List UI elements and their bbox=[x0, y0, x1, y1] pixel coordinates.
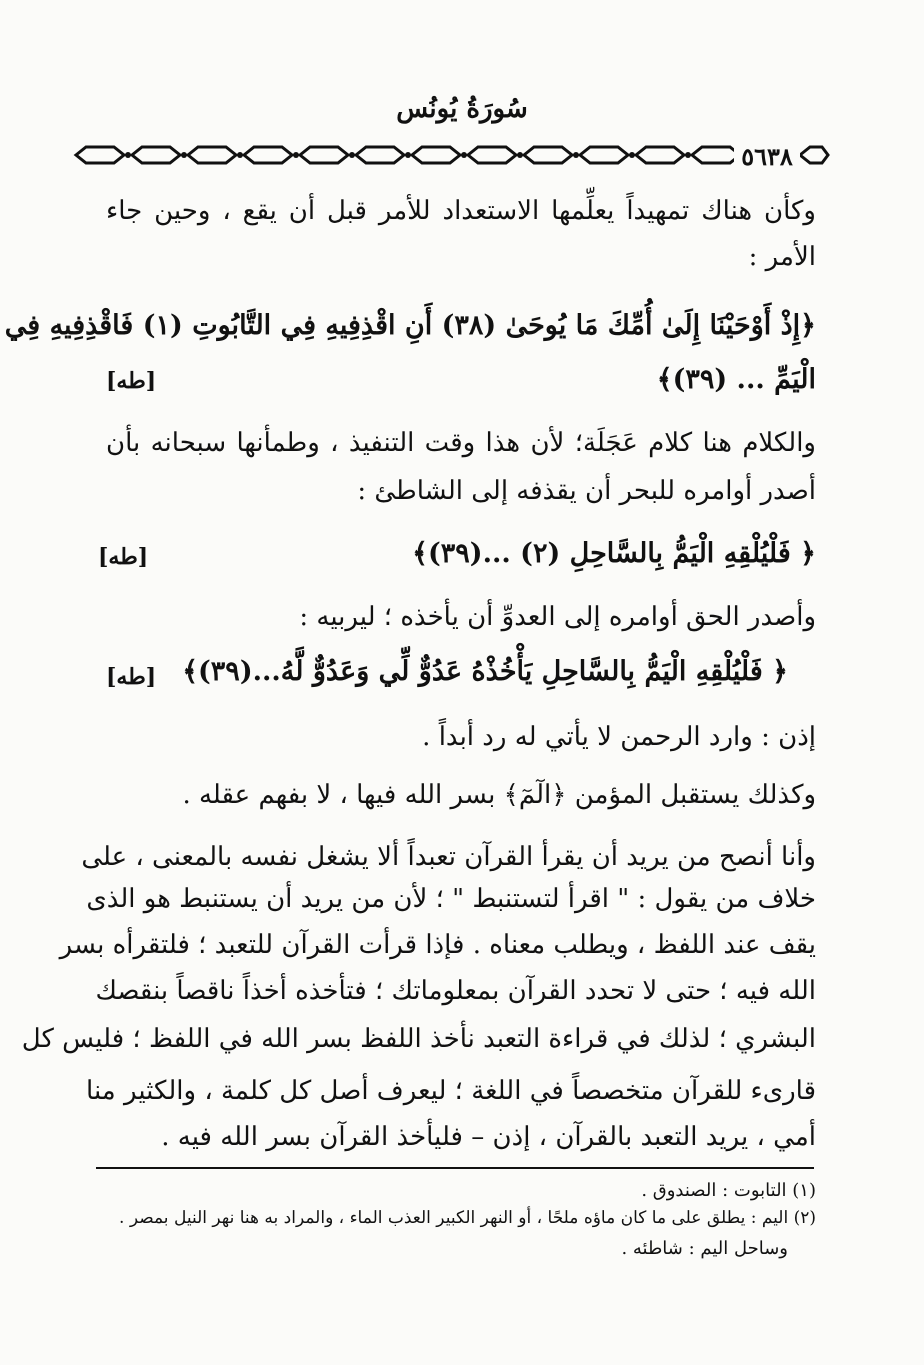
paragraph-line: وكذلك يستقبل المؤمن ﴿الٓمٓ﴾ بسر الله فيها ، لا بفهم عقله . bbox=[182, 780, 816, 810]
paragraph-line: وكأن هناك تمهيداً يعلِّمها الاستعداد للأمر قبل أن يقع ، وحين جاء bbox=[106, 196, 816, 226]
paragraph-line: أمي ، يريد التعبد بالقرآن ، إذن – فليأخذ القرآن بسر الله فيه . bbox=[161, 1122, 816, 1152]
footnote-divider bbox=[96, 1167, 814, 1169]
quran-verse-line: ﴿ فَلْيُلْقِهِ الْيَمُّ بِالسَّاحِلِ يَأْخُذْهُ عَدُوٌّ لِّي وَعَدُوٌّ لَّهُ...(٣٩)﴾ bbox=[182, 656, 788, 687]
paragraph-line: إذن : وارد الرحمن لا يأتي له رد أبداً . bbox=[422, 722, 816, 752]
quran-verse-line: الْيَمِّ ... (٣٩)﴾ bbox=[656, 364, 816, 395]
surah-title: سُورَةُ يُونُس bbox=[396, 94, 528, 124]
verse-reference: [طه] bbox=[98, 544, 149, 570]
quran-verse-line: ﴿ فَلْيُلْقِهِ الْيَمُّ بِالسَّاحِلِ (٢) ...(٣٩)﴾ bbox=[412, 538, 816, 569]
paragraph-line: خلاف من يقول : " اقرأ لتستنبط " ؛ لأن من يريد أن يستنبط هو الذى bbox=[86, 884, 816, 914]
paragraph-line: والكلام هنا كلام عَجَلَة؛ لأن هذا وقت التنفيذ ، وطمأنها سبحانه بأن bbox=[106, 428, 816, 458]
footnote: (١) التابوت : الصندوق . bbox=[641, 1180, 816, 1201]
header-ornament-border bbox=[70, 140, 830, 170]
paragraph-line: وأصدر الحق أوامره إلى العدوِّ أن يأخذه ؛ ليربيه : bbox=[299, 602, 816, 632]
footnote: وساحل اليم : شاطئه . bbox=[621, 1238, 788, 1259]
paragraph-line: قارىء للقرآن متخصصاً في اللغة ؛ ليعرف أصل كل كلمة ، والكثير منا bbox=[86, 1076, 816, 1106]
verse-reference: [طه] bbox=[106, 664, 157, 690]
paragraph-line: الله فيه ؛ حتى لا تحدد القرآن بمعلوماتك ؛ فتأخذه أخذاً ناقصاً بنقصك bbox=[95, 976, 816, 1006]
page-number: ٥٦٣٨ bbox=[734, 142, 800, 171]
paragraph-line: البشري ؛ لذلك في قراءة التعبد نأخذ اللفظ بسر الله في اللفظ ؛ فليس كل bbox=[21, 1024, 816, 1054]
paragraph-line: يقف عند اللفظ ، ويطلب معناه . فإذا قرأت القرآن للتعبد ؛ فلتقرأه بسر bbox=[59, 930, 816, 960]
paragraph-line: الأمر : bbox=[748, 242, 816, 272]
footnote: (٢) اليم : يطلق على ما كان ماؤه ملحًا ، أو النهر الكبير العذب الماء ، والمراد به هنا نهر النيل بمصر . bbox=[119, 1208, 816, 1228]
verse-reference: [طه] bbox=[106, 368, 157, 394]
paragraph-line: وأنا أنصح من يريد أن يقرأ القرآن تعبداً ألا يشغل نفسه بالمعنى ، على bbox=[81, 842, 816, 872]
paragraph-line: أصدر أوامره للبحر أن يقذفه إلى الشاطئ : bbox=[357, 476, 816, 506]
quran-verse-line: ﴿إِذْ أَوْحَيْنَا إِلَىٰ أُمِّكَ مَا يُوحَىٰ (٣٨) أَنِ اقْذِفِيهِ فِي التَّابُوتِ (١) فَاقْذِفِيهِ فِي bbox=[4, 310, 816, 341]
